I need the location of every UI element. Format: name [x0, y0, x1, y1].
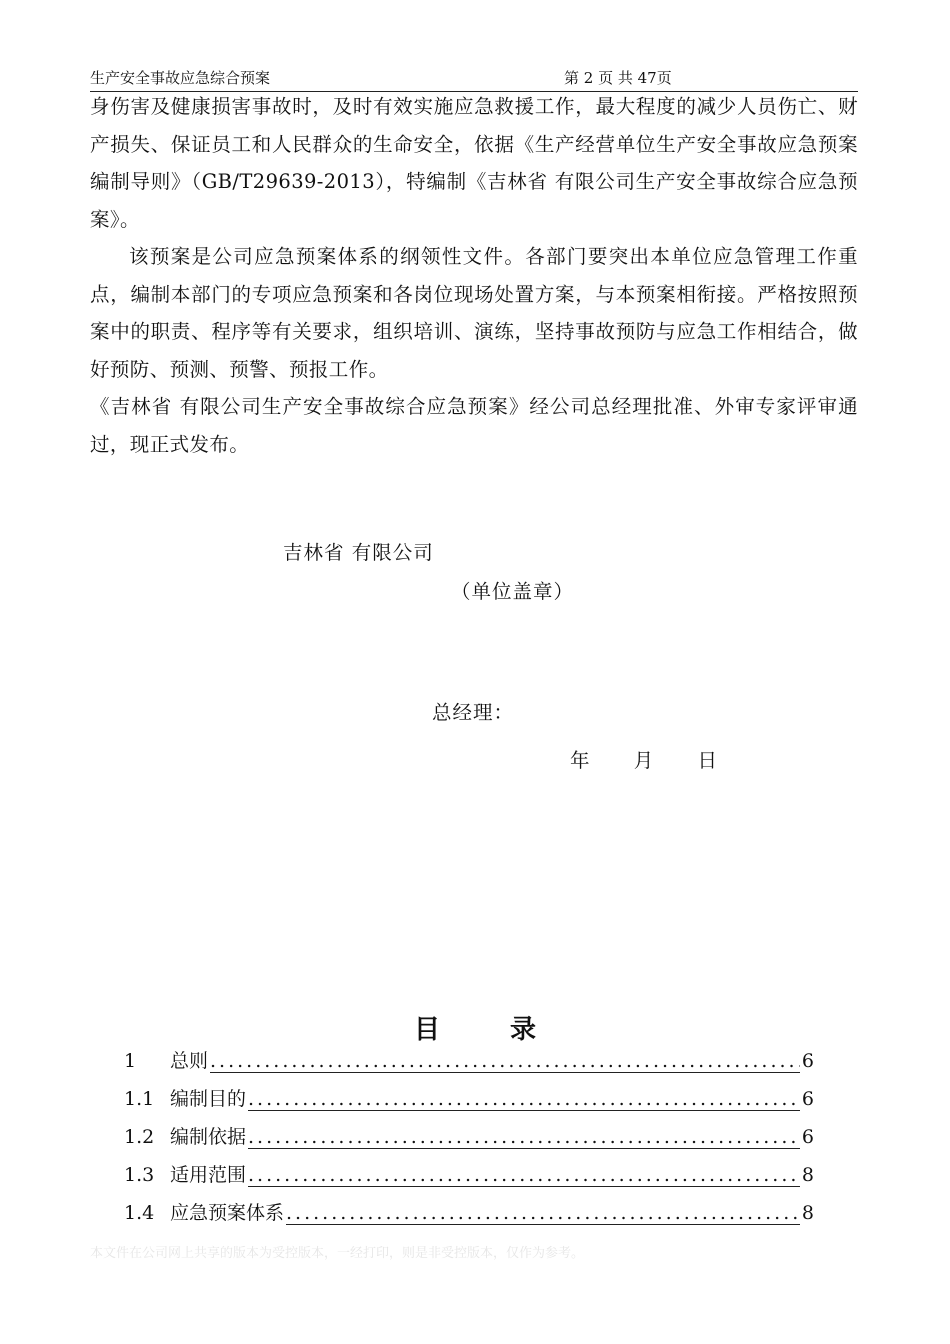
- toc-item[interactable]: [124, 1118, 814, 1156]
- signature-date: [570, 746, 739, 776]
- toc-item-page: 6: [801, 1126, 814, 1148]
- date-year: 年: [570, 749, 590, 772]
- toc-item[interactable]: [124, 1080, 814, 1118]
- paragraph-2: 该预案是公司应急预案体系的纲领性文件。各部门要突出本单位应急管理工作重点，编制本部门的专项应急预案和各岗位现场处置方案，与本预案相衔接。严格按照预案中的职责、程序等有关要求，组织培训、演练，坚持事故预防与应急工作相结合，做好预防、预测、预警、预报工作。: [90, 245, 858, 381]
- toc-item-page: 6: [801, 1050, 814, 1072]
- toc-item-number: 1.1: [124, 1088, 155, 1110]
- date-month: 月: [633, 749, 654, 772]
- toc-item-number: 1.3: [124, 1164, 155, 1186]
- signature-company: 吉林省 有限公司: [283, 541, 434, 564]
- signature-general-manager: 总经理：: [432, 701, 515, 724]
- toc-item-page: 8: [801, 1202, 814, 1224]
- toc-item-number: 1.4: [124, 1202, 155, 1224]
- paragraph-1: 身伤害及健康损害事故时，及时有效实施应急救援工作，最大程度的减少人员伤亡、财产损失、保证员工和人民群众的生命安全，依据《生产经营单位生产安全事故应急预案编制导则》（GB/T29639-2013），特编制《吉林省 有限公司生产安全事故综合应急预案》。: [90, 95, 858, 231]
- toc-item-page: 8: [801, 1164, 814, 1186]
- toc-item[interactable]: [124, 1156, 814, 1194]
- toc-item-page: 6: [801, 1088, 814, 1110]
- toc-item[interactable]: [124, 1042, 814, 1080]
- table-of-contents: [124, 1042, 814, 1232]
- toc-leader: [248, 1126, 800, 1149]
- footer-notice: 本文件在公司网上共享的版本为受控版本，一经打印，则是非受控版本，仅作为参考。: [90, 1246, 585, 1261]
- body-text: [90, 88, 858, 463]
- toc-item-label: 总则: [170, 1050, 209, 1072]
- toc-leader: [210, 1050, 800, 1073]
- toc-item-label: 编制目的: [170, 1088, 247, 1110]
- paragraph-3: 《吉林省 有限公司生产安全事故综合应急预案》经公司总经理批准、外审专家评审通过，现正式发布。: [90, 395, 858, 456]
- date-day: 日: [697, 749, 717, 772]
- toc-item-label: 应急预案体系: [170, 1202, 285, 1224]
- toc-item[interactable]: [124, 1194, 814, 1232]
- signature-seal: （单位盖章）: [451, 580, 575, 603]
- toc-leader: [248, 1088, 800, 1111]
- toc-title: 目录: [413, 1015, 606, 1045]
- document-title: 生产安全事故应急综合预案: [90, 69, 271, 87]
- toc-leader: [286, 1202, 800, 1225]
- toc-item-label: 适用范围: [170, 1164, 247, 1186]
- toc-item-number: 1: [124, 1050, 137, 1072]
- toc-item-label: 编制依据: [170, 1126, 247, 1148]
- page-number: 第 2 页 共 47页: [564, 69, 672, 87]
- toc-item-number: 1.2: [124, 1126, 155, 1148]
- toc-leader: [248, 1164, 800, 1187]
